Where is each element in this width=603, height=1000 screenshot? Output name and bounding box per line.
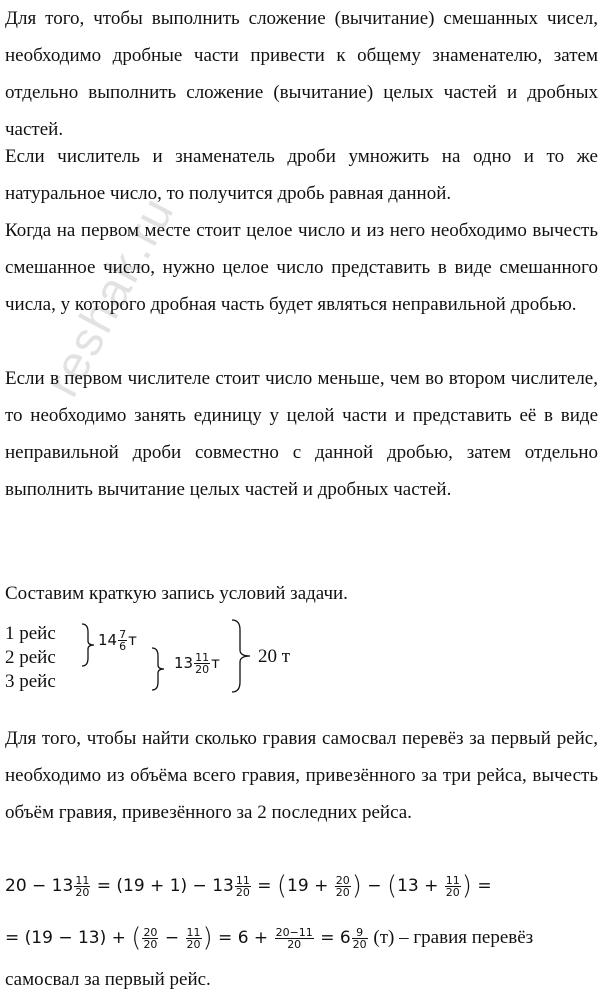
brace-trips-2-3 [150,646,166,692]
mass-trips-2-3: 13 $\frac{11}{20}$ т [174,651,220,676]
total-mass: 20 т [258,646,291,667]
paragraph-1: Для того, чтобы выполнить сложение (вычитание) смешанных чисел, необходимо дробные части привести к общему знаменателю, затем отдельно выполнить сложение (вычитание) целых частей и дробных частей. [5,8,598,140]
paragraph-4: Если в первом числителе стоит число меньше, чем во втором числителе, то необходимо занять единицу у целой части и представить её в виде неправильной дроби совместно с данной дробью, затем отдельно выполнить вычитание целых частей и дробных частей. [5,368,598,500]
trip-2-label: 2 рейс [5,647,56,668]
paragraph-3: Когда на первом месте стоит целое число и из него необходимо вычесть смешанное число, нужно целое число представить в виде смешанного числа, у которого дробная часть будет являться неправильной дробью. [5,220,598,315]
equation-line-1: 20 − 13 $\frac{11}{20}$ = (19 + 1) − 13 $\frac{11}{20}$ = (19 + $\frac{20}{20}$ ) − (13 + $\frac{11}{20}$ ) = [5,871,492,901]
equation-line-2: = (19 − 13) + ( $\frac{20}{20}$ − $\frac{11}{20}$ ) = 6 + $\frac{20-11}{20}$ = 6 $\frac{9}{20}$ (т) – гравия перевёз [5,923,534,953]
mass-trips-1-2: 14 $\frac{7}{6}$ т [98,628,137,653]
brace-trips-1-2 [80,622,96,668]
watermark: reshak.ru [35,187,186,406]
trip-3-label: 3 рейс [5,671,56,692]
short-note-title: Составим краткую запись условий задачи. [5,583,348,604]
brace-all-trips [230,618,252,694]
solution-paragraph: Для того, чтобы найти сколько гравия самосвал перевёз за первый рейс, необходимо из объёма всего гравия, привезённого за три рейса, вычесть объём гравия, привезённого за 2 последних рейса. [5,728,598,823]
final-line: самосвал за первый рейс. [5,969,211,990]
paragraph-2: Если числитель и знаменатель дроби умножить на одно и то же натуральное число, то получится дробь равная данной. [5,146,598,204]
trip-1-label: 1 рейс [5,623,56,644]
